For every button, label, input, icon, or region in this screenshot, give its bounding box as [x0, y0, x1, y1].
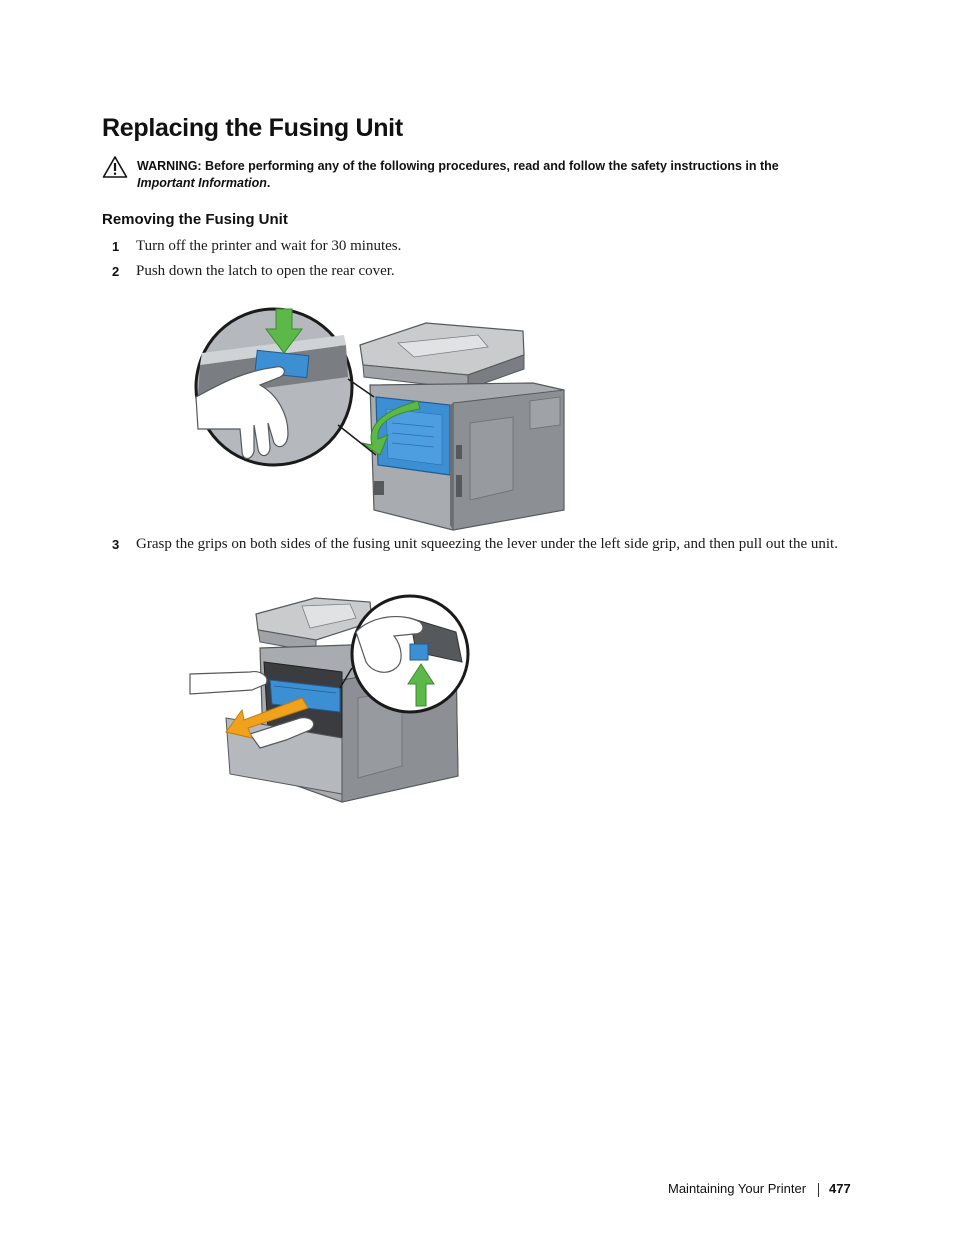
footer-chapter: Maintaining Your Printer: [668, 1181, 807, 1196]
step-text: Grasp the grips on both sides of the fusing unit squeezing the lever under the left side grip, and then pull out the unit.: [136, 536, 838, 552]
detail-magnifier: [352, 596, 468, 712]
warning-reference: Important Information: [137, 176, 267, 190]
step-text: Push down the latch to open the rear cover.: [136, 263, 395, 279]
warning-triangle-icon: [102, 155, 128, 179]
footer-divider: [818, 1183, 819, 1197]
step-number: 3: [112, 537, 120, 552]
step-number: 2: [112, 264, 120, 279]
warning-body: Before performing any of the following procedures, read and follow the safety instructions in the: [201, 159, 779, 173]
warning-end: .: [266, 176, 271, 190]
step-text: Turn off the printer and wait for 30 minutes.: [136, 238, 402, 254]
page-number: 477: [829, 1181, 851, 1196]
printer-illustration: [360, 323, 564, 530]
figure-open-rear-cover: [188, 305, 573, 535]
detail-magnifier: [196, 309, 352, 465]
warning-note: [137, 158, 837, 192]
page-title: Replacing the Fusing Unit: [102, 114, 403, 142]
section-heading: Removing the Fusing Unit: [102, 211, 288, 228]
warning-label: WARNING:: [137, 159, 202, 173]
figure-remove-fusing-unit: [190, 588, 470, 810]
step-number: 1: [112, 239, 120, 254]
